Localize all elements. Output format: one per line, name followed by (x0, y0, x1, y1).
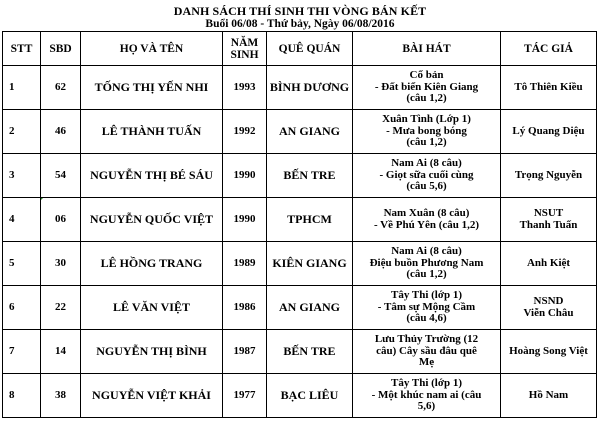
author-line: Viễn Châu (523, 306, 574, 319)
cell-name: TỐNG THỊ YẾN NHI (81, 66, 223, 110)
song-line: Điệu buồn Phương Nam (369, 256, 484, 269)
cell-song (353, 286, 501, 330)
cell-hometown: BẾN TRE (267, 154, 353, 198)
song-lines (355, 208, 498, 231)
cell-stt: 5 (3, 242, 41, 286)
song-line: - Một khúc nam ai (câu (371, 388, 482, 401)
cell-stt: 1 (3, 66, 41, 110)
cell-stt: 2 (3, 110, 41, 154)
cell-song (353, 242, 501, 286)
cell-author (501, 242, 597, 286)
column-header-birth-year-line: NĂM (230, 36, 259, 49)
cell-stt: 8 (3, 374, 41, 418)
cell-hometown: AN GIANG (267, 110, 353, 154)
song-line: - Đất biển Kiên Giang (374, 80, 479, 93)
author-line: Anh Kiệt (526, 256, 571, 269)
song-line: Lưu Thủy Trường (12 (374, 334, 479, 346)
author-line: Thanh Tuấn (519, 218, 578, 231)
cell-author (501, 66, 597, 110)
song-line: (câu 1,2) (406, 92, 447, 105)
cell-stt: 7 (3, 330, 41, 374)
cell-birth-year: 1990 (223, 154, 267, 198)
cell-song (353, 198, 501, 242)
cell-hometown: KIÊN GIANG (267, 242, 353, 286)
cell-sbd: 06 (41, 198, 81, 242)
song-lines (355, 378, 498, 413)
song-line: (câu 5,6) (406, 180, 447, 193)
table-header-row (3, 32, 597, 66)
column-header-song: BÀI HÁT (353, 32, 501, 66)
cell-hometown: AN GIANG (267, 286, 353, 330)
song-lines (355, 70, 498, 105)
column-header-hometown: QUÊ QUÁN (267, 32, 353, 66)
table-row (3, 242, 597, 286)
cell-sbd: 54 (41, 154, 81, 198)
cell-sbd: 14 (41, 330, 81, 374)
cell-stt: 4 (3, 198, 41, 242)
column-header-author: TÁC GIẢ (501, 32, 597, 66)
author-line: NSUT (533, 207, 564, 219)
song-line: Nam Xuân (8 câu) (383, 208, 470, 219)
cell-song (353, 66, 501, 110)
cell-birth-year: 1989 (223, 242, 267, 286)
cell-author (501, 198, 597, 242)
cell-name: LÊ VĂN VIỆT (81, 286, 223, 330)
cell-hometown: BẾN TRE (267, 330, 353, 374)
cell-name: LÊ THÀNH TUẤN (81, 110, 223, 154)
song-line: 5,6) (417, 400, 436, 413)
cell-birth-year: 1977 (223, 374, 267, 418)
cell-birth-year: 1987 (223, 330, 267, 374)
song-line: Nam Ai (8 câu) (391, 158, 462, 170)
cell-hometown: TPHCM (267, 198, 353, 242)
song-line: Tây Thi (lớp 1) (391, 378, 462, 390)
table-row (3, 154, 597, 198)
cell-stt: 3 (3, 154, 41, 198)
cell-author (501, 110, 597, 154)
table-row (3, 374, 597, 418)
cell-author (501, 374, 597, 418)
author-line: Lý Quang Diệu (512, 124, 585, 137)
song-line: - Mưa bong bóng (386, 124, 467, 137)
song-line: (câu 1,2) (406, 136, 447, 149)
cell-song (353, 374, 501, 418)
cell-author (501, 330, 597, 374)
cell-author (501, 154, 597, 198)
song-line: - Giọt sữa cuối cùng (379, 168, 474, 181)
cell-song (353, 330, 501, 374)
author-line: Hồ Nam (528, 388, 569, 401)
author-line: NSND (533, 295, 564, 307)
cell-name: NGUYỄN THỊ BÌNH (81, 330, 223, 374)
page-subtitle: Buổi 06/08 - Thứ bảy, Ngày 06/08/2016 (205, 18, 395, 30)
cell-sbd: 22 (41, 286, 81, 330)
cell-name: NGUYỄN QUỐC VIỆT (81, 198, 223, 242)
song-lines (355, 334, 498, 369)
cell-sbd: 30 (41, 242, 81, 286)
song-line: (câu 1,2) (406, 268, 447, 281)
table-row (3, 110, 597, 154)
cell-song (353, 110, 501, 154)
song-line: - Về Phú Yên (câu 1,2) (373, 218, 480, 231)
column-header-birth-year-line: SINH (230, 48, 259, 61)
song-line: - Tâm sự Mộng Cầm (377, 300, 476, 313)
song-lines (355, 246, 498, 281)
table-row (3, 286, 597, 330)
cell-sbd: 62 (41, 66, 81, 110)
contestant-table (2, 31, 597, 418)
song-line: Cổ bản (409, 70, 444, 82)
table-row (3, 330, 597, 374)
table-row (3, 66, 597, 110)
cell-birth-year: 1993 (223, 66, 267, 110)
column-header-birth-year (223, 32, 267, 66)
song-line: (câu 4,6) (406, 312, 447, 325)
song-lines (355, 290, 498, 325)
cell-sbd: 38 (41, 374, 81, 418)
song-line: câu) Cây sầu đâu quê (376, 344, 477, 357)
song-lines (355, 158, 498, 193)
column-header-sbd: SBD (41, 32, 81, 66)
cell-birth-year: 1990 (223, 198, 267, 242)
author-line: Trọng Nguyễn (514, 168, 583, 181)
page-title: DANH SÁCH THÍ SINH THI VÒNG BÁN KẾT (173, 4, 427, 18)
column-header-stt: STT (3, 32, 41, 66)
song-lines (355, 114, 498, 149)
table-row (3, 198, 597, 242)
cell-stt: 6 (3, 286, 41, 330)
song-line: Tây Thi (lớp 1) (391, 290, 462, 302)
cell-song (353, 154, 501, 198)
cell-name: NGUYỄN THỊ BÉ SÁU (81, 154, 223, 198)
cell-name: LÊ HỒNG TRANG (81, 242, 223, 286)
cell-birth-year: 1992 (223, 110, 267, 154)
column-header-name: HỌ VÀ TÊN (81, 32, 223, 66)
song-line: Xuân Tình (Lớp 1) (382, 114, 471, 126)
cell-birth-year: 1986 (223, 286, 267, 330)
cell-sbd: 46 (41, 110, 81, 154)
cell-name: NGUYỄN VIỆT KHẢI (81, 374, 223, 418)
cell-hometown: BÌNH DƯƠNG (267, 66, 353, 110)
song-line: Mẹ (418, 356, 435, 369)
song-line: Nam Ai (8 câu) (391, 246, 462, 258)
cell-author (501, 286, 597, 330)
author-line: Hoàng Song Việt (509, 344, 588, 357)
author-line: Tô Thiên Kiều (514, 80, 583, 93)
table-body (3, 66, 597, 418)
cell-hometown: BẠC LIÊU (267, 374, 353, 418)
